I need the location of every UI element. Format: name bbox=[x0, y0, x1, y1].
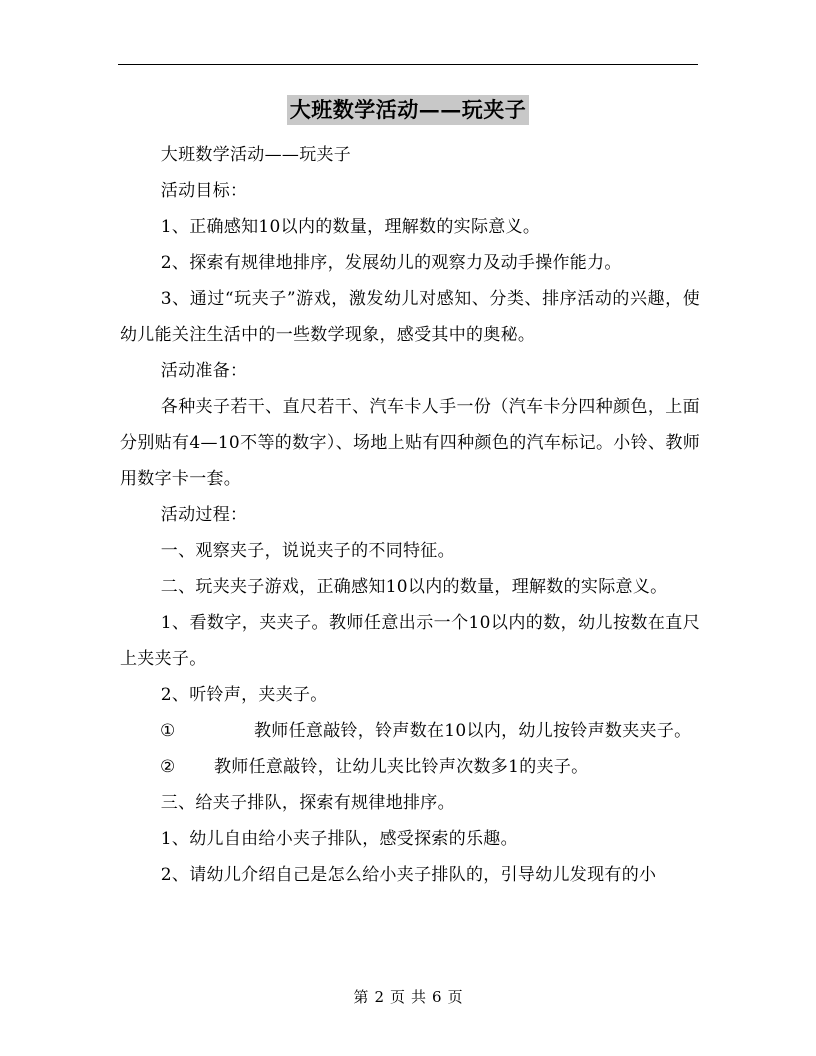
paragraph: 大班数学活动——玩夹子 bbox=[160, 145, 352, 165]
paragraph: 1、幼儿自由给小夹子排队，感受探索的乐趣。 bbox=[160, 829, 518, 849]
list-item bbox=[120, 713, 700, 749]
section-heading: 活动目标： bbox=[160, 181, 248, 201]
paragraph: 1、正确感知10以内的数量，理解数的实际意义。 bbox=[160, 217, 541, 237]
section-heading: 活动准备： bbox=[160, 361, 248, 381]
document-body bbox=[120, 137, 700, 893]
page-total: 6 bbox=[432, 988, 442, 1006]
section-heading: 活动过程： bbox=[160, 505, 248, 525]
paragraph: 2、听铃声，夹夹子。 bbox=[160, 685, 328, 705]
paragraph: 二、玩夹夹子游戏，正确感知10以内的数量，理解数的实际意义。 bbox=[160, 577, 668, 597]
list-item-text: 教师任意敲铃，让幼儿夹比铃声次数多1的夹子。 bbox=[214, 757, 589, 777]
list-marker: ② bbox=[160, 757, 176, 777]
page-footer bbox=[0, 986, 816, 1007]
paragraph: 各种夹子若干、直尺若干、汽车卡人手一份（汽车卡分四种颜色，上面分别贴有4—10不等的数字）、场地上贴有四种颜色的汽车标记。小铃、教师用数字卡一套。 bbox=[120, 397, 700, 489]
footer-mid: 页 bbox=[389, 988, 405, 1006]
paragraph: 三、给夹子排队，探索有规律地排序。 bbox=[160, 793, 455, 813]
list-item-text: 教师任意敲铃，铃声数在10以内，幼儿按铃声数夹夹子。 bbox=[254, 721, 692, 741]
document-title: 大班数学活动——玩夹子 bbox=[287, 95, 530, 125]
list-marker: ① bbox=[160, 721, 176, 741]
paragraph: 2、请幼儿介绍自己是怎么给小夹子排队的，引导幼儿发现有的小 bbox=[160, 865, 657, 885]
paragraph: 3、通过“玩夹子”游戏，激发幼儿对感知、分类、排序活动的兴趣，使幼儿能关注生活中的一些数学现象，感受其中的奥秘。 bbox=[120, 289, 700, 345]
title-container bbox=[0, 95, 816, 125]
footer-prefix: 第 bbox=[353, 988, 369, 1006]
page-current: 2 bbox=[374, 988, 384, 1006]
paragraph: 2、探索有规律地排序，发展幼儿的观察力及动手操作能力。 bbox=[160, 253, 622, 273]
footer-suffix: 页 bbox=[447, 988, 463, 1006]
paragraph: 1、看数字，夹夹子。教师任意出示一个10以内的数，幼儿按数在直尺上夹夹子。 bbox=[120, 613, 700, 669]
header-rule bbox=[118, 64, 698, 65]
paragraph: 一、观察夹子，说说夹子的不同特征。 bbox=[160, 541, 455, 561]
footer-total-prefix: 共 bbox=[411, 988, 427, 1006]
list-item bbox=[120, 749, 700, 785]
